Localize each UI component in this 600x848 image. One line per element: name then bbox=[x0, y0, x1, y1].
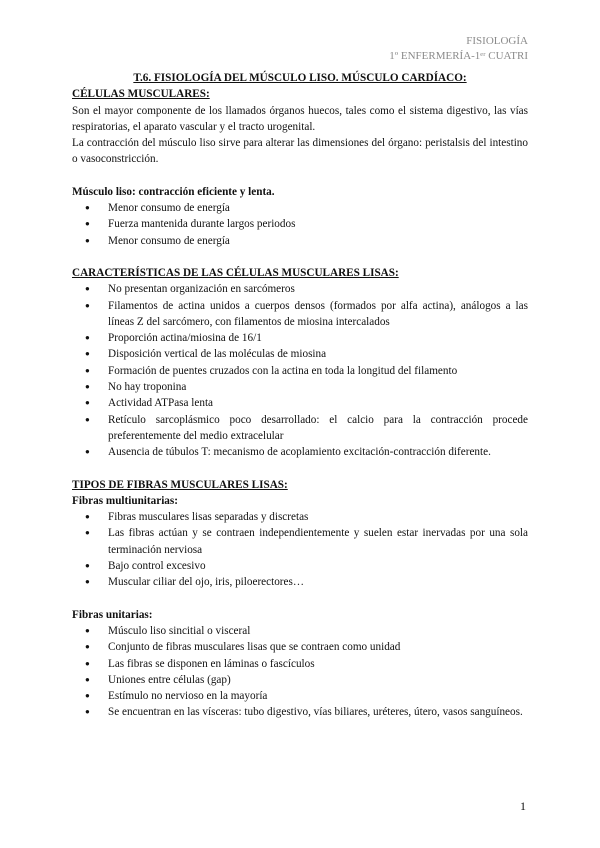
list-item: ● Muscular ciliar del ojo, iris, piloerectores… bbox=[72, 574, 528, 590]
page-header bbox=[389, 34, 528, 64]
list-item: ● Filamentos de actina unidos a cuerpos densos (formados por alfa actina), análogos a las líneas Z del sarcómero, con filamentos de miosina intercalados bbox=[72, 298, 528, 331]
paragraph: Son el mayor componente de los llamados órganos huecos, tales como el sistema digestivo, las vías respiratorias, el aparato vascular y el tracto urogenital. bbox=[72, 104, 528, 133]
paragraph: La contracción del músculo liso sirve para alterar las dimensiones del órgano: peristalsis del intestino o vasoconstricción. bbox=[72, 137, 528, 166]
bullet-list-unitarias bbox=[72, 623, 528, 721]
list-item: ● Retículo sarcoplásmico poco desarrollado: el calcio para la contracción procede preferentemente del medio extracelular bbox=[72, 412, 528, 445]
list-item: ● Las fibras actúan y se contraen independientemente y suelen estar inervadas por una sola terminación nerviosa bbox=[72, 525, 528, 558]
subheading-multiunitarias: Fibras multiunitarias: bbox=[72, 494, 178, 507]
list-item: ● Se encuentran en las vísceras: tubo digestivo, vías biliares, uréteres, útero, vasos sanguíneos. bbox=[72, 704, 528, 720]
bullet-list-caracteristicas bbox=[72, 281, 528, 460]
list-item: ● Formación de puentes cruzados con la actina en toda la longitud del filamento bbox=[72, 363, 528, 379]
list-item: ● Menor consumo de energía bbox=[72, 233, 528, 249]
list-item: ● Fuerza mantenida durante largos periodos bbox=[72, 216, 528, 232]
subheading-musculo-liso: Músculo liso: contracción eficiente y lenta. bbox=[72, 185, 275, 198]
list-item: ● Las fibras se disponen en láminas o fascículos bbox=[72, 656, 528, 672]
bullet-list-multiunitarias bbox=[72, 509, 528, 590]
bullet-list-musculo-liso bbox=[72, 200, 528, 249]
list-item: ● Ausencia de túbulos T: mecanismo de acoplamiento excitación-contracción diferente. bbox=[72, 444, 528, 460]
list-item: ● Músculo liso sincitial o visceral bbox=[72, 623, 528, 639]
list-item: ● Disposición vertical de las moléculas de miosina bbox=[72, 346, 528, 362]
header-course: 1º ENFERMERÍA-1ᵉʳ CUATRI bbox=[389, 50, 528, 62]
list-item: ● Conjunto de fibras musculares lisas que se contraen como unidad bbox=[72, 639, 528, 655]
list-item: ● Estímulo no nervioso en la mayoría bbox=[72, 688, 528, 704]
document-body bbox=[72, 70, 528, 721]
list-item: ● No hay troponina bbox=[72, 379, 528, 395]
section-heading-celulas: CÉLULAS MUSCULARES: bbox=[72, 88, 210, 101]
subheading-unitarias: Fibras unitarias: bbox=[72, 608, 153, 621]
list-item: ● Proporción actina/miosina de 16/1 bbox=[72, 330, 528, 346]
list-item: ● Uniones entre células (gap) bbox=[72, 672, 528, 688]
section-heading-tipos: TIPOS DE FIBRAS MUSCULARES LISAS: bbox=[72, 478, 288, 491]
document-title: T.6. FISIOLOGÍA DEL MÚSCULO LISO. MÚSCULO CARDÍACO: bbox=[133, 72, 467, 84]
list-item: ● Actividad ATPasa lenta bbox=[72, 395, 528, 411]
list-item: ● Bajo control excesivo bbox=[72, 558, 528, 574]
list-item: ● Menor consumo de energía bbox=[72, 200, 528, 216]
header-subject: FISIOLOGÍA bbox=[466, 35, 528, 47]
list-item: ● No presentan organización en sarcómeros bbox=[72, 281, 528, 297]
list-item: ● Fibras musculares lisas separadas y discretas bbox=[72, 509, 528, 525]
section-heading-caracteristicas: CARACTERÍSTICAS DE LAS CÉLULAS MUSCULARES LISAS: bbox=[72, 266, 399, 279]
page-number: 1 bbox=[520, 799, 526, 813]
